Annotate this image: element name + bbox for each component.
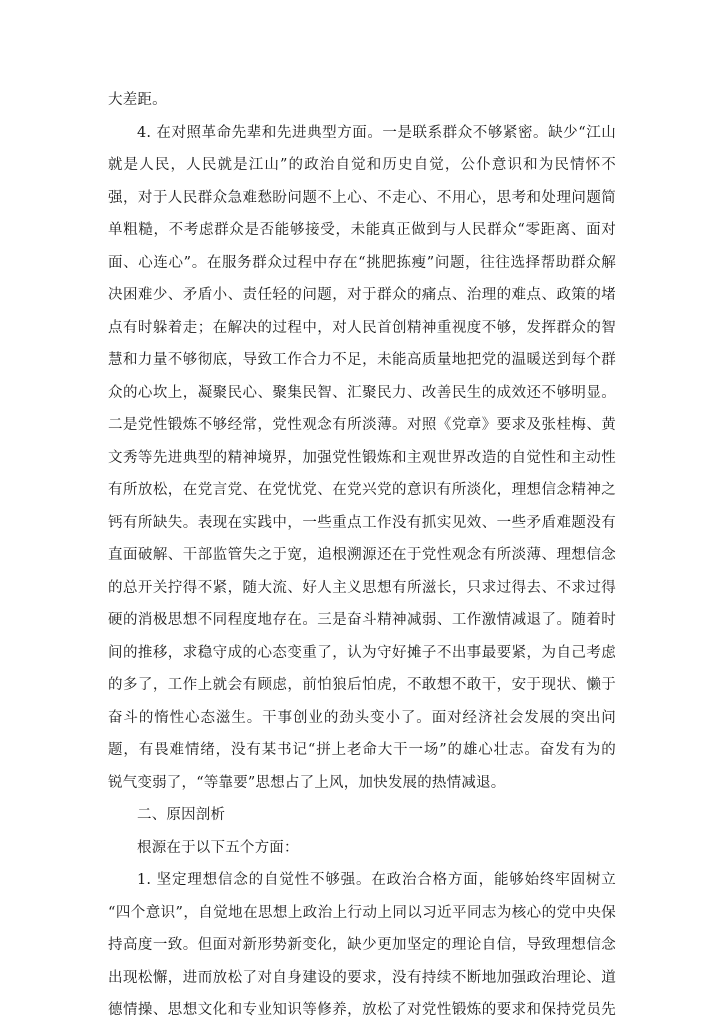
document-body [108,84,616,1027]
text-line: 强，对于人民群众急难愁盼问题不上心、不走心、不用心，思考和处理问题简 [108,189,616,206]
text-line: 大差距。 [108,92,167,108]
text-line: 的多了，工作上就会有顾虑，前怕狼后怕虎，不敢想不敢干，安于现状、懒于 [108,677,616,693]
text-line: 点有时躲着走；在解决的过程中，对人民首创精神重视度不够，发挥群众的智 [108,319,616,336]
text-line: 二是党性锻炼不够经常，党性观念有所淡薄。对照《党章》要求及张桂梅、黄 [108,417,616,433]
text-line: 面、心连心”。在服务群众过程中存在“挑肥拣瘦”问题，往往选择帮助群众解 [108,254,616,271]
text-line: 钙有所缺失。表现在实践中，一些重点工作没有抓实见效、一些矛盾难题没有 [108,514,616,531]
text-line: 二、原因剖析 [137,807,226,823]
text-line: 间的推移，求稳守成的心态变重了，认为守好摊子不出事最要紧，为自己考虑 [108,644,616,661]
text-line: 持高度一致。但面对新形势新变化，缺少更加坚定的理论自信，导致理想信念 [108,937,616,953]
text-line: 直面破解、干部监管失之于宽，追根溯源还在于党性观念有所淡薄、理想信念 [108,547,616,563]
text-line: 1. 坚定理想信念的自觉性不够强。在政治合格方面，能够始终牢固树立 [137,872,616,888]
text-line: 出现松懈，进而放松了对自身建设的要求，没有持续不断地加强政治理论、道 [108,969,616,986]
text-line: 决困难少、矛盾小、责任轻的问题，对于群众的痛点、治理的难点、政策的堵 [108,287,616,303]
text-line: 文秀等先进典型的精神境界，加强党性锻炼和主观世界改造的自觉性和主动性 [108,449,616,466]
text-line: 单粗糙，不考虑群众是否能够接受，未能真正做到与人民群众“零距离、面对 [108,222,616,238]
text-line: 的总开关拧得不紧，随大流、好人主义思想有所滋长，只求过得去、不求过得 [108,579,616,596]
text-line: 有所放松，在党言党、在党忧党、在党兴党的意识有所淡化，理想信念精神之 [108,482,616,498]
text-line: “四个意识”，自觉地在思想上政治上行动上同以习近平同志为核心的党中央保 [108,904,616,921]
text-line: 题，有畏难情绪，没有某书记“拼上老命大干一场”的雄心壮志。奋发有为的 [108,742,616,758]
text-line: 硬的消极思想不同程度地存在。三是奋斗精神减弱、工作激情减退了。随着时 [108,612,616,628]
text-line: 慧和力量不够彻底，导致工作合力不足，未能高质量地把党的温暖送到每个群 [108,352,616,368]
text-line: 德情操、思想文化和专业知识等修养，放松了对党性锻炼的要求和保持党员先 [108,1002,616,1018]
text-line: 根源在于以下五个方面： [137,839,299,856]
text-line: 众的心坎上，凝聚民心、聚集民智、汇聚民力、改善民生的成效还不够明显。 [108,384,616,401]
text-line: 奋斗的惰性心态滋生。干事创业的劲头变小了。面对经济社会发展的突出问 [108,709,616,726]
text-line: 就是人民，人民就是江山”的政治自觉和历史自觉，公仆意识和为民情怀不 [108,157,616,173]
text-line: 锐气变弱了，“等靠要”思想占了上风，加快发展的热情减退。 [108,774,506,791]
text-line: 4. 在对照革命先辈和先进典型方面。一是联系群众不够紧密。缺少“江山 [137,124,616,141]
